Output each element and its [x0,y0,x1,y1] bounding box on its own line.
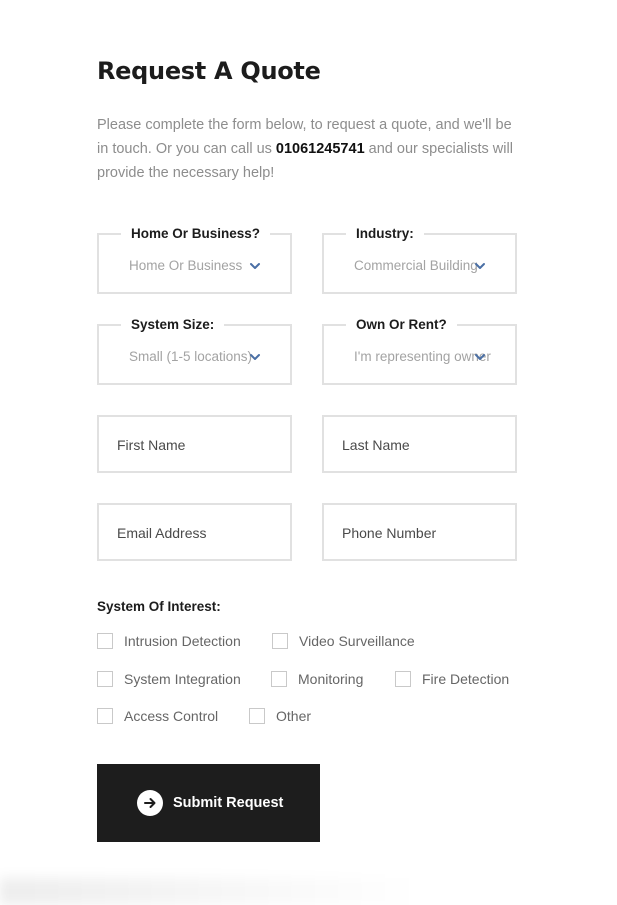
home-business-value: Home Or Business [129,258,243,273]
checkbox-label: Fire Detection [422,671,510,687]
email-input[interactable] [97,503,292,561]
checkbox-box[interactable] [272,633,288,649]
own-rent-select[interactable] [322,317,517,385]
submit-request-button[interactable] [97,764,320,842]
checkbox-intrusion-detection[interactable] [97,632,241,650]
checkbox-fire-detection[interactable] [395,670,509,688]
checkbox-box[interactable] [271,671,287,687]
intro-text [97,113,517,185]
chevron-down-icon [249,351,261,363]
checkbox-monitoring[interactable] [271,670,363,688]
home-business-label: Home Or Business? [121,224,270,244]
first-name-placeholder: First Name [117,437,186,453]
checkbox-label: Access Control [124,708,219,724]
industry-value: Commercial Building [354,258,478,273]
phone-number: 01061245741 [275,141,365,157]
email-placeholder: Email Address [117,525,207,541]
checkbox-box[interactable] [97,708,113,724]
checkbox-video-surveillance[interactable] [272,632,415,650]
system-size-value: Small (1-5 locations) [129,349,253,364]
checkbox-access-control[interactable] [97,707,218,725]
checkbox-label: System Integration [124,671,241,687]
checkbox-label: Intrusion Detection [124,633,241,649]
submit-request-label: Submit Request [173,795,284,811]
checkbox-box[interactable] [97,633,113,649]
home-business-select[interactable] [97,226,292,294]
industry-label: Industry: [346,224,424,244]
last-name-placeholder: Last Name [342,437,410,453]
checkbox-box[interactable] [249,708,265,724]
bottom-shadow [0,878,420,905]
industry-select[interactable] [322,226,517,294]
own-rent-value: I'm representing owner [354,349,491,364]
chevron-down-icon [474,351,486,363]
last-name-input[interactable] [322,415,517,473]
first-name-input[interactable] [97,415,292,473]
own-rent-label: Own Or Rent? [346,315,457,335]
intro-text-start: Please complete the form below, to request a quote, and we'll be in touch. Or you can call us [97,117,512,157]
system-of-interest-label: System Of Interest: [97,599,221,614]
system-size-select[interactable] [97,317,292,385]
checkbox-box[interactable] [395,671,411,687]
phone-input[interactable] [322,503,517,561]
checkbox-label: Video Surveillance [299,633,415,649]
checkbox-system-integration[interactable] [97,670,241,688]
checkbox-label: Monitoring [298,671,364,687]
page-title: Request A Quote [97,57,321,85]
phone-placeholder: Phone Number [342,525,437,541]
checkbox-label: Other [276,708,312,724]
system-size-label: System Size: [121,315,224,335]
checkbox-other[interactable] [249,707,311,725]
checkbox-box[interactable] [97,671,113,687]
chevron-down-icon [474,260,486,272]
chevron-down-icon [249,260,261,272]
arrow-right-circle-icon [137,790,163,816]
intro-text-end: and our specialists will provide the necessary help! [97,141,513,181]
